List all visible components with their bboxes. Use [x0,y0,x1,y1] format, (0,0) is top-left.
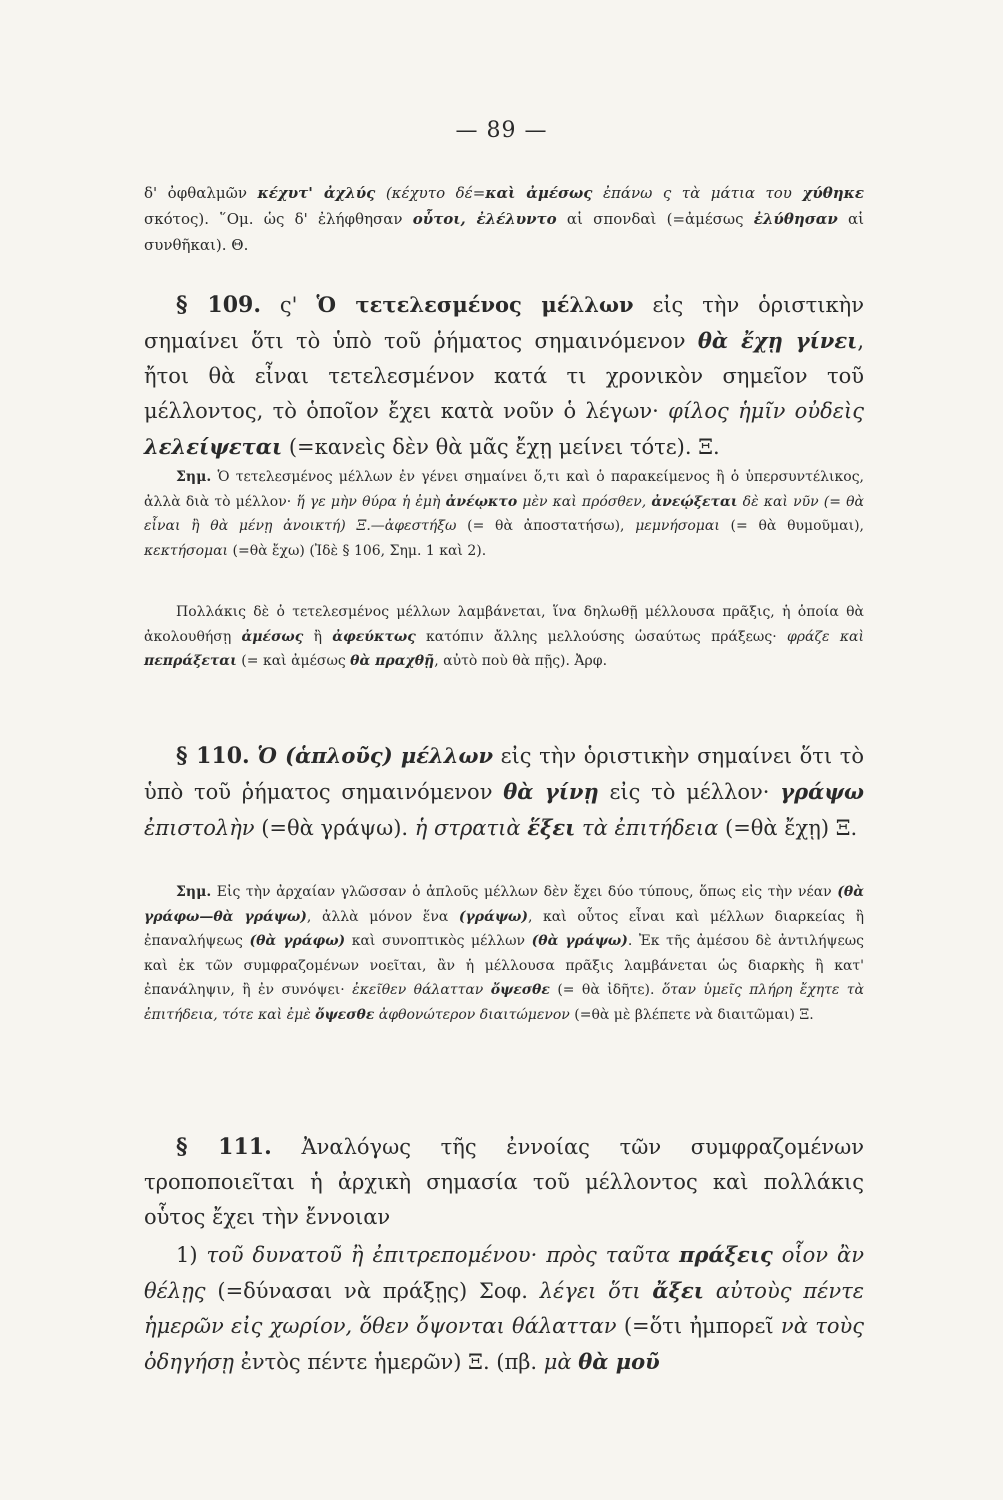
example-word: (γράψω) [458,908,528,925]
text-run: μὰ [543,1350,579,1374]
text-run: ἐντὸς πέντε ἡμερῶν) Ξ. (πβ. [233,1350,544,1374]
text-run: οἷον ἂν θέλῃς [144,1243,864,1303]
text-run: , ἀλλὰ μόνον ἕνα [306,908,459,925]
text-run: φράζε καὶ [786,628,864,645]
example-word: ἐλύθησαν [753,210,838,228]
text-run: Ἀναλόγως τῆς ἐννοίας τῶν συμφραζομένων τροποποιεῖται ἡ ἀρχικὴ σημασία τοῦ μέλλοντος καὶ πολλάκις οὗτος ἔχει τὴν ἔννοιαν [144,1135,864,1229]
section-number: § 111. [176,1134,272,1160]
text-run: τοῦ δυνατοῦ ἢ ἐπιτρεπομένου· [206,1243,538,1267]
example-word: ἀμέσως [241,628,304,645]
section-110 [144,738,864,846]
example-word: ἀνεῴξεται [651,493,738,510]
text-run: εἰς τὴν ὁριστικὴν σημαίνει ὅτι τὸ ὑπὸ τοῦ ῥήματος σημαινόμενον [144,293,865,353]
example-word: ἄξει [652,1278,704,1303]
text-run: αὐτοὺς πέντε ἡμερῶν εἰς χωρίον, ὅθεν ὄψονται θάλατταν [144,1279,864,1338]
text-run: ἐπιστολὴν [144,816,255,840]
text-run: μεμνήσομαι [635,518,720,534]
note-label: Σημ. [176,469,212,485]
example-word: κέχυτ' ἀχλύς [257,184,376,202]
text-run: (= θὰ θυμοῦμαι), [719,518,865,534]
text-run: , ἤτοι θὰ εἶναι τετελεσμένον κατά τι χρονικὸν σημεῖον τοῦ μέλλοντος, τὸ ὁποῖον ἔχει κατὰ νοῦν ὁ λέγων· [144,329,864,423]
section-109 [144,287,864,465]
example-word: οὗτοι, ἐλέλυντο [412,210,557,228]
section-number: § 110. [176,743,250,769]
example-word: ἕξει [527,815,576,840]
example-word: ὄψεσθε [490,982,550,998]
section-number: § 109. [176,292,261,318]
text-run: πρὸς ταῦτα [537,1243,680,1267]
note-label: Σημ. [176,884,212,900]
text-run: ἐπάνω ς τὰ μάτια του [592,184,803,202]
text-run: (= καὶ ἀμέσως [236,653,351,669]
text-run: φίλος ἡμῖν οὐδεὶς [668,399,864,423]
text-run: , καὶ οὗτος εἶναι καὶ μέλλων διαρκείας ἢ ἐπαναλήψεως [144,908,864,949]
example-word: ἀφεύκτως [332,628,416,645]
text-run: (=θὰ ἔχω) (Ἰδὲ § 106, Σημ. 1 καὶ 2). [228,542,487,559]
note-110 [144,880,864,1027]
text-run: ὅταν ὑμεῖς πλήρη ἔχητε τὰ ἐπιτήδεια, τότε καὶ ἐμὲ [144,982,864,1023]
text-run: δ' ὀφθαλμῶν [144,184,258,202]
text-run: ἀφθονώτερον διαιτώμενον [374,1006,570,1023]
text-run: (= θὰ ἰδῆτε). [549,982,662,998]
text-run: ἢ [303,628,333,645]
text-run: , αὐτὸ ποὺ θὰ πῇς). Ἀρφ. [434,653,608,669]
text-run: εἰς τὸ μέλλον· [598,780,781,804]
text-run: (=θὰ μὲ βλέπετε νὰ διαιτῶμαι) Ξ. [569,1006,814,1023]
text-run: νὰ τοὺς ὁδηγήσῃ [144,1314,864,1374]
example-word: (θὰ γράφω—θὰ γράψω) [144,884,864,925]
text-run: (κέχυτο δέ= [375,184,486,202]
text-run: ἐκεῖθεν θάλατταν [352,982,491,998]
text-run: (=θὰ ἔχῃ) Ξ. [718,816,858,840]
example-word: χύθηκε [802,184,864,202]
section-heading: Ὁ (ἁπλοῦς) μέλλων [257,743,494,768]
example-word: καὶ ἀμέσως [485,184,593,202]
section-111-item-1 [144,1237,864,1380]
text-run: Ὁ τετελεσμένος μέλλων ἐν γένει σημαίνει ὅ,τι καὶ ὁ παρακείμενος ἢ ὁ ὑπερσυντέλικος, ἀλλὰ διὰ τὸ μέλλον· [144,469,864,510]
text-run: τὰ ἐπιτήδεια [575,816,719,840]
note-109-2 [144,600,864,674]
text-run: (=κανεὶς δὲν θὰ μᾶς ἔχῃ μείνει τότε). Ξ. [282,435,720,459]
text-run: (=ὅτι ἠμπορεῖ [616,1314,781,1338]
section-heading: Ὁ τετελεσμένος μέλλων [316,292,634,317]
example-word: θὰ πραχθῇ [350,653,435,669]
text-run: (= θὰ ἀποστατήσω), [456,518,636,534]
example-word: θὰ ἔχῃ γίνει [697,328,858,353]
text-run: ἡ στρατιὰ [414,816,528,840]
text-run: κεκτήσομαι [144,542,229,559]
text-run: εἰς τὴν ὁριστικὴν σημαίνει ὅτι τὸ ὑπὸ τοῦ ῥήματος σημαινόμενον [144,744,864,804]
text-run: καὶ συνοπτικὸς μέλλων [345,933,532,949]
note-109-1 [144,465,864,563]
example-word: (θὰ γράφω) [249,933,346,949]
example-word: γράψω [780,779,864,804]
page-number: — 89 — [455,118,548,143]
example-word: (θὰ γράψω) [531,933,628,949]
text-run: . Ἐκ τῆς ἀμέσου δὲ ἀντιλήψεως καὶ ἐκ τῶν συμφραζομένων νοεῖται, ἂν ἡ μέλλουσα πρᾶξις λαμβάνεται ὡς διαρκὴς ἢ κατ' ἐπανάληψιν, ἢ ἐν συνόψει· [144,933,865,998]
text-run: δὲ καὶ νῦν (= θὰ εἶναι ἢ θὰ μένῃ ἀνοικτή) Ξ.— [144,493,864,534]
text-run: κατόπιν ἄλλης μελλούσης ὡσαύτως πράξεως· [415,628,787,645]
example-word: θὰ γίνῃ [503,779,599,804]
example-word: πεπράξεται [144,653,237,669]
section-111 [144,1130,864,1235]
example-word: λελείψεται [144,434,283,459]
text-run: Πολλάκις δὲ ὁ τετελεσμένος μέλλων λαμβάνεται, ἵνα δηλωθῇ μέλλουσα πρᾶξις, ἡ ὁποία θὰ ἀκολουθήσῃ [144,604,864,645]
top-fragment [144,180,864,258]
example-word: πράξεις [679,1242,773,1267]
text-run: λέγει ὅτι [539,1279,653,1303]
text-run: (=θὰ γράψω). [254,816,415,840]
text-run: Εἰς τὴν ἀρχαίαν γλῶσσαν ὁ ἁπλοῦς μέλλων δὲν ἔχει δύο τύπους, ὅπως εἰς τὴν νέαν [211,884,838,900]
example-word: θὰ μοῦ [578,1349,660,1374]
text-run: (=δύνασαι νὰ πράξῃς) Σοφ. [205,1279,540,1303]
example-word: ὄψεσθε [315,1006,375,1023]
example-word: ἀνέῳκτο [445,493,518,510]
text-run: 1) [176,1243,207,1267]
text-run: μὲν καὶ πρόσθεν, [517,493,652,510]
text-run: σκότος). ῞Ομ. ὡς δ' ἐλήφθησαν [144,210,413,228]
text-run: ς' [261,293,317,317]
text-run: αἱ συνθῆκαι). Θ. [144,210,865,254]
text-run: ἀφεστήξω [384,518,457,534]
text-run: αἱ σπονδαὶ (=ἀμέσως [556,210,754,228]
text-run: ἥ γε μὴν θύρα ἡ ἐμὴ [296,493,446,510]
